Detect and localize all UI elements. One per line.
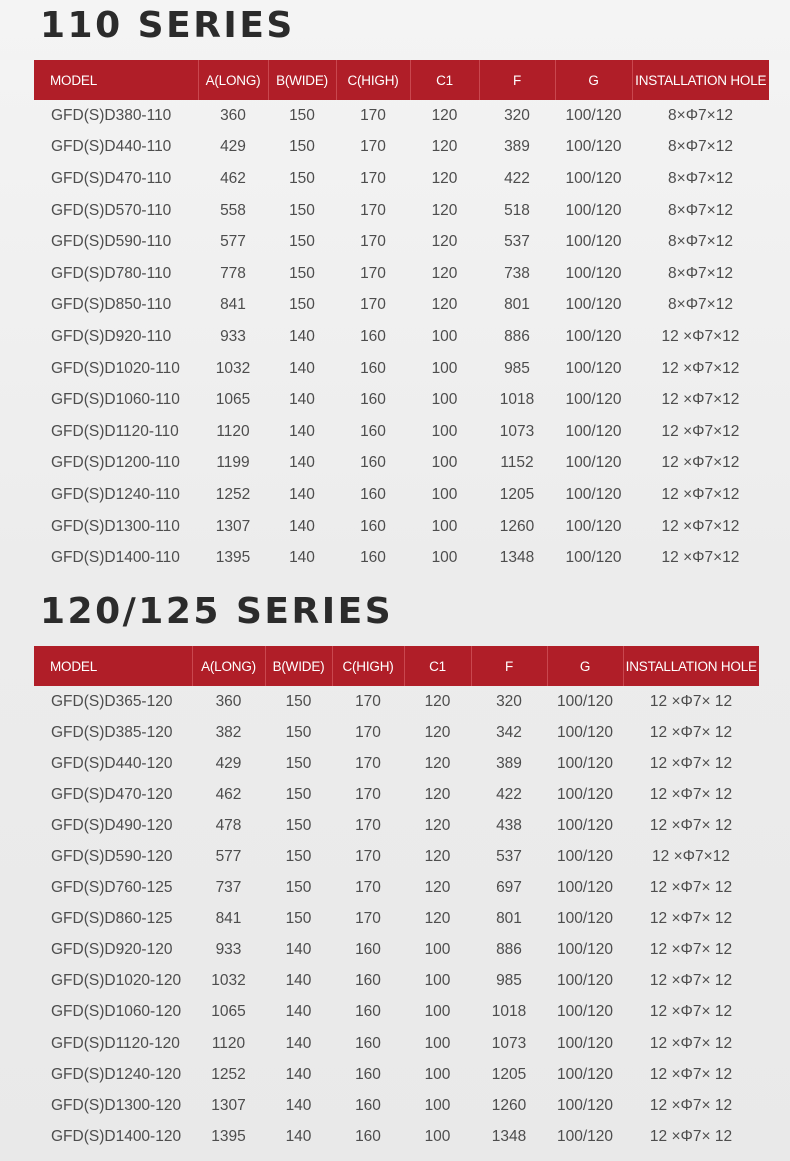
cell-b-wide: 140 xyxy=(285,1065,312,1083)
cell-g: 100/120 xyxy=(556,1096,614,1114)
cell-b-wide: 150 xyxy=(285,692,312,710)
cell-f: 537 xyxy=(504,233,530,251)
cell-model: GFD(S)D440-120 xyxy=(51,754,173,772)
cell-f: 1152 xyxy=(500,454,534,472)
cell-a-long: 1032 xyxy=(211,972,246,990)
cell-model: GFD(S)D1060-120 xyxy=(51,1003,182,1021)
column-header-g: G xyxy=(555,60,632,100)
table-row xyxy=(34,935,759,966)
cell-f: 1073 xyxy=(491,1034,527,1052)
column-header-f: F xyxy=(471,646,547,686)
cell-model: GFD(S)D1120-110 xyxy=(51,422,179,440)
cell-f: 389 xyxy=(504,138,530,156)
cell-model: GFD(S)D590-110 xyxy=(51,233,172,251)
cell-c-high: 170 xyxy=(360,201,386,219)
table-row xyxy=(34,511,769,543)
cell-a-long: 577 xyxy=(220,233,246,251)
cell-g: 100/120 xyxy=(565,454,622,472)
cell-b-wide: 140 xyxy=(289,454,315,472)
column-header-f: F xyxy=(479,60,555,100)
cell-b-wide: 140 xyxy=(285,1003,312,1021)
cell-model: GFD(S)D380-110 xyxy=(51,106,172,124)
cell-c-high: 170 xyxy=(355,785,381,803)
table-row xyxy=(34,686,759,717)
cell-f: 886 xyxy=(496,941,522,959)
cell-a-long: 462 xyxy=(215,785,242,803)
table-row xyxy=(34,132,769,164)
cell-b-wide: 140 xyxy=(289,549,315,567)
cell-b-wide: 150 xyxy=(285,879,312,897)
cell-b-wide: 150 xyxy=(289,296,315,314)
cell-c-high: 160 xyxy=(355,1096,381,1114)
cell-a-long: 933 xyxy=(220,327,246,345)
cell-b-wide: 150 xyxy=(285,723,312,741)
cell-installation-hole: 8×Φ7×12 xyxy=(668,233,733,251)
cell-f: 389 xyxy=(496,754,522,772)
cell-f: 697 xyxy=(496,879,522,897)
column-header-installation-hole: INSTALLATION HOLE xyxy=(623,646,759,686)
cell-a-long: 462 xyxy=(220,169,246,187)
cell-a-long: 382 xyxy=(215,723,242,741)
cell-c-high: 170 xyxy=(355,848,381,866)
cell-c-high: 170 xyxy=(360,106,386,124)
cell-model: GFD(S)D1240-120 xyxy=(51,1065,182,1083)
cell-c-high: 160 xyxy=(355,1065,381,1083)
cell-c1: 100 xyxy=(431,359,458,377)
cell-c-high: 160 xyxy=(360,454,386,472)
cell-model: GFD(S)D920-110 xyxy=(51,327,172,345)
column-header-model: MODEL xyxy=(34,646,192,686)
cell-b-wide: 150 xyxy=(285,910,312,928)
cell-g: 100/120 xyxy=(565,201,622,219)
cell-c1: 100 xyxy=(431,454,458,472)
cell-c-high: 170 xyxy=(360,296,386,314)
cell-installation-hole: 8×Φ7×12 xyxy=(668,169,733,187)
cell-a-long: 1307 xyxy=(211,1096,246,1114)
table-row xyxy=(34,841,759,872)
column-header-b-wide: B(WIDE) xyxy=(268,60,336,100)
cell-c1: 120 xyxy=(431,106,458,124)
cell-g: 100/120 xyxy=(556,972,614,990)
cell-f: 1260 xyxy=(499,517,535,535)
cell-g: 100/120 xyxy=(556,1003,614,1021)
cell-c-high: 170 xyxy=(355,879,381,897)
cell-g: 100/120 xyxy=(565,233,622,251)
spec-table-120-125 xyxy=(34,646,759,1152)
cell-model: GFD(S)D850-110 xyxy=(51,296,172,314)
column-header-a-long: A(LONG) xyxy=(198,60,268,100)
cell-a-long: 933 xyxy=(215,941,242,959)
cell-g: 100/120 xyxy=(565,138,622,156)
cell-model: GFD(S)D1300-120 xyxy=(51,1096,182,1114)
table-row xyxy=(34,321,769,353)
table-body xyxy=(34,686,759,1152)
cell-installation-hole: 12 ×Φ7× 12 xyxy=(649,785,733,803)
cell-installation-hole: 12 ×Φ7×12 xyxy=(661,517,740,535)
cell-b-wide: 150 xyxy=(289,233,315,251)
table-row xyxy=(34,195,769,227)
cell-f: 320 xyxy=(496,692,522,710)
table-row xyxy=(34,904,759,935)
column-header-b-wide: B(WIDE) xyxy=(265,646,332,686)
cell-f: 886 xyxy=(504,327,530,345)
cell-c-high: 160 xyxy=(360,549,386,567)
cell-b-wide: 140 xyxy=(289,517,315,535)
cell-c1: 120 xyxy=(431,264,458,282)
cell-installation-hole: 12 ×Φ7×12 xyxy=(661,454,740,472)
cell-g: 100/120 xyxy=(565,391,622,409)
cell-c-high: 170 xyxy=(355,723,381,741)
cell-model: GFD(S)D1060-110 xyxy=(51,391,180,409)
cell-installation-hole: 12 ×Φ7× 12 xyxy=(649,723,733,741)
cell-f: 320 xyxy=(504,106,530,124)
cell-g: 100/120 xyxy=(556,879,614,897)
cell-c-high: 170 xyxy=(355,816,381,834)
cell-f: 1348 xyxy=(499,549,535,567)
cell-c-high: 170 xyxy=(355,754,381,772)
table-row xyxy=(34,1121,759,1152)
cell-c-high: 160 xyxy=(360,359,386,377)
cell-g: 100/120 xyxy=(565,106,622,124)
table-row xyxy=(34,873,759,904)
cell-b-wide: 140 xyxy=(289,391,315,409)
table-row xyxy=(34,384,769,416)
cell-installation-hole: 12 ×Φ7× 12 xyxy=(649,1127,733,1145)
cell-installation-hole: 12 ×Φ7× 12 xyxy=(649,972,733,990)
cell-installation-hole: 12 ×Φ7×12 xyxy=(661,422,740,440)
cell-model: GFD(S)D1240-110 xyxy=(51,485,180,503)
cell-a-long: 577 xyxy=(215,848,242,866)
cell-b-wide: 150 xyxy=(285,848,312,866)
cell-c-high: 160 xyxy=(360,517,386,535)
cell-c1: 120 xyxy=(424,879,451,897)
cell-model: GFD(S)D490-120 xyxy=(51,816,173,834)
cell-installation-hole: 12 ×Φ7× 12 xyxy=(649,1034,733,1052)
header-row xyxy=(34,646,759,686)
cell-installation-hole: 12 ×Φ7× 12 xyxy=(649,1003,733,1021)
cell-b-wide: 150 xyxy=(285,754,312,772)
cell-c1: 120 xyxy=(424,785,451,803)
cell-installation-hole: 12 ×Φ7× 12 xyxy=(649,692,733,710)
cell-model: GFD(S)D1020-110 xyxy=(51,359,180,377)
cell-installation-hole: 12 ×Φ7×12 xyxy=(661,549,740,567)
cell-f: 1260 xyxy=(491,1096,527,1114)
cell-c1: 100 xyxy=(424,1003,451,1021)
series-title-120-125: 120/125 SERIES xyxy=(40,591,394,632)
table-row xyxy=(34,226,769,258)
cell-f: 1205 xyxy=(499,485,535,503)
cell-c1: 100 xyxy=(424,1065,451,1083)
cell-c1: 120 xyxy=(431,169,458,187)
cell-a-long: 841 xyxy=(215,910,242,928)
table-row xyxy=(34,717,759,748)
cell-installation-hole: 12 ×Φ7× 12 xyxy=(649,816,733,834)
cell-g: 100/120 xyxy=(556,1065,614,1083)
cell-model: GFD(S)D385-120 xyxy=(51,723,173,741)
cell-installation-hole: 12 ×Φ7× 12 xyxy=(649,879,733,897)
cell-c1: 100 xyxy=(424,1127,451,1145)
cell-a-long: 429 xyxy=(215,754,242,772)
cell-c1: 100 xyxy=(424,1096,451,1114)
cell-installation-hole: 8×Φ7×12 xyxy=(668,296,733,314)
cell-installation-hole: 12 ×Φ7×12 xyxy=(652,848,730,866)
cell-a-long: 1199 xyxy=(216,454,250,472)
cell-a-long: 841 xyxy=(220,296,246,314)
cell-g: 100/120 xyxy=(556,910,614,928)
cell-b-wide: 150 xyxy=(285,816,312,834)
cell-installation-hole: 8×Φ7×12 xyxy=(668,138,733,156)
cell-g: 100/120 xyxy=(565,359,622,377)
cell-g: 100/120 xyxy=(565,422,622,440)
cell-f: 342 xyxy=(496,723,522,741)
cell-a-long: 1252 xyxy=(211,1065,246,1083)
cell-c-high: 160 xyxy=(355,972,381,990)
cell-f: 518 xyxy=(504,201,530,219)
cell-model: GFD(S)D1200-110 xyxy=(51,454,180,472)
cell-model: GFD(S)D1020-120 xyxy=(51,972,182,990)
cell-model: GFD(S)D590-120 xyxy=(51,848,173,866)
cell-c-high: 170 xyxy=(360,264,386,282)
cell-installation-hole: 12 ×Φ7× 12 xyxy=(649,910,733,928)
cell-b-wide: 150 xyxy=(285,785,312,803)
cell-a-long: 360 xyxy=(220,106,246,124)
cell-model: GFD(S)D365-120 xyxy=(51,692,173,710)
table-row xyxy=(34,416,769,448)
column-header-a-long: A(LONG) xyxy=(192,646,265,686)
cell-c-high: 160 xyxy=(360,391,386,409)
cell-model: GFD(S)D920-120 xyxy=(51,941,173,959)
cell-f: 1018 xyxy=(491,1003,527,1021)
table-row xyxy=(34,1059,759,1090)
cell-c-high: 170 xyxy=(360,233,386,251)
table-header xyxy=(34,646,759,686)
cell-c1: 120 xyxy=(424,848,451,866)
cell-g: 100/120 xyxy=(565,296,622,314)
table-body xyxy=(34,100,769,574)
cell-a-long: 360 xyxy=(215,692,242,710)
cell-a-long: 1065 xyxy=(215,391,251,409)
cell-a-long: 1120 xyxy=(216,422,250,440)
cell-f: 422 xyxy=(496,785,522,803)
cell-g: 100/120 xyxy=(565,169,622,187)
cell-g: 100/120 xyxy=(556,723,614,741)
column-header-c1: C1 xyxy=(404,646,471,686)
cell-c1: 100 xyxy=(431,422,458,440)
table-row xyxy=(34,353,769,385)
cell-c1: 100 xyxy=(424,1034,451,1052)
cell-f: 801 xyxy=(496,910,522,928)
cell-installation-hole: 12 ×Φ7×12 xyxy=(661,485,740,503)
cell-a-long: 1120 xyxy=(211,1034,246,1052)
column-header-c-high: C(HIGH) xyxy=(332,646,404,686)
cell-g: 100/120 xyxy=(565,517,622,535)
cell-b-wide: 140 xyxy=(285,941,312,959)
cell-f: 438 xyxy=(496,816,522,834)
series-title-110: 110 SERIES xyxy=(40,5,295,46)
cell-c1: 120 xyxy=(424,910,451,928)
cell-installation-hole: 12 ×Φ7× 12 xyxy=(649,941,733,959)
cell-b-wide: 140 xyxy=(285,1096,312,1114)
cell-f: 1348 xyxy=(491,1127,527,1145)
cell-f: 537 xyxy=(496,848,522,866)
cell-model: GFD(S)D440-110 xyxy=(51,138,172,156)
cell-f: 738 xyxy=(504,264,530,282)
cell-c-high: 160 xyxy=(355,1127,381,1145)
cell-model: GFD(S)D470-110 xyxy=(51,169,172,187)
cell-c1: 120 xyxy=(431,201,458,219)
cell-model: GFD(S)D1400-120 xyxy=(51,1127,182,1145)
cell-g: 100/120 xyxy=(556,941,614,959)
cell-model: GFD(S)D1400-110 xyxy=(51,549,180,567)
cell-g: 100/120 xyxy=(556,1127,614,1145)
cell-g: 100/120 xyxy=(556,848,614,866)
cell-c1: 100 xyxy=(431,485,458,503)
cell-g: 100/120 xyxy=(556,785,614,803)
cell-b-wide: 140 xyxy=(285,972,312,990)
cell-installation-hole: 12 ×Φ7×12 xyxy=(661,359,740,377)
table-row xyxy=(34,258,769,290)
cell-c-high: 160 xyxy=(355,1003,381,1021)
cell-f: 1073 xyxy=(499,422,535,440)
cell-c-high: 160 xyxy=(355,941,381,959)
cell-b-wide: 140 xyxy=(289,327,315,345)
cell-c1: 100 xyxy=(431,549,458,567)
cell-model: GFD(S)D1300-110 xyxy=(51,517,180,535)
cell-f: 1018 xyxy=(499,391,535,409)
cell-installation-hole: 12 ×Φ7× 12 xyxy=(649,1096,733,1114)
column-header-installation-hole: INSTALLATION HOLE xyxy=(632,60,769,100)
cell-a-long: 1307 xyxy=(215,517,251,535)
cell-a-long: 429 xyxy=(220,138,246,156)
cell-a-long: 1065 xyxy=(211,1003,246,1021)
cell-b-wide: 140 xyxy=(289,359,315,377)
cell-model: GFD(S)D780-110 xyxy=(51,264,172,282)
cell-b-wide: 150 xyxy=(289,169,315,187)
cell-f: 985 xyxy=(496,972,522,990)
cell-b-wide: 140 xyxy=(289,422,315,440)
cell-g: 100/120 xyxy=(565,485,622,503)
cell-installation-hole: 8×Φ7×12 xyxy=(668,201,733,219)
cell-f: 1205 xyxy=(491,1065,527,1083)
cell-c-high: 160 xyxy=(360,327,386,345)
cell-c1: 100 xyxy=(424,941,451,959)
cell-c1: 120 xyxy=(424,723,451,741)
cell-model: GFD(S)D760-125 xyxy=(51,879,173,897)
table-row xyxy=(34,966,759,997)
table-header xyxy=(34,60,769,100)
cell-c-high: 160 xyxy=(360,485,386,503)
cell-a-long: 1032 xyxy=(215,359,251,377)
cell-a-long: 778 xyxy=(220,264,246,282)
cell-model: GFD(S)D470-120 xyxy=(51,785,173,803)
cell-b-wide: 150 xyxy=(289,201,315,219)
cell-a-long: 1252 xyxy=(215,485,251,503)
cell-b-wide: 140 xyxy=(285,1034,312,1052)
cell-f: 985 xyxy=(504,359,530,377)
table-row xyxy=(34,779,759,810)
cell-g: 100/120 xyxy=(556,816,614,834)
cell-installation-hole: 8×Φ7×12 xyxy=(668,264,733,282)
cell-c1: 120 xyxy=(424,816,451,834)
cell-a-long: 1395 xyxy=(215,549,251,567)
cell-b-wide: 140 xyxy=(285,1127,312,1145)
cell-g: 100/120 xyxy=(556,754,614,772)
column-header-c1: C1 xyxy=(410,60,479,100)
table-row xyxy=(34,810,759,841)
header-row xyxy=(34,60,769,100)
table-row xyxy=(34,479,769,511)
cell-c1: 120 xyxy=(431,138,458,156)
table-row xyxy=(34,290,769,322)
cell-g: 100/120 xyxy=(565,327,622,345)
cell-installation-hole: 12 ×Φ7× 12 xyxy=(649,1065,733,1083)
table-row xyxy=(34,1090,759,1121)
cell-c-high: 170 xyxy=(360,138,386,156)
cell-c1: 100 xyxy=(431,391,458,409)
cell-a-long: 558 xyxy=(220,201,246,219)
cell-installation-hole: 12 ×Φ7×12 xyxy=(661,327,740,345)
column-header-g: G xyxy=(547,646,623,686)
spec-table-110 xyxy=(34,60,769,574)
cell-c1: 120 xyxy=(431,233,458,251)
cell-a-long: 478 xyxy=(215,816,242,834)
cell-a-long: 1395 xyxy=(211,1127,246,1145)
cell-installation-hole: 12 ×Φ7× 12 xyxy=(649,754,733,772)
cell-c-high: 170 xyxy=(355,692,381,710)
cell-c-high: 160 xyxy=(360,422,386,440)
cell-f: 422 xyxy=(504,169,530,187)
cell-c1: 120 xyxy=(431,296,458,314)
cell-b-wide: 150 xyxy=(289,138,315,156)
cell-installation-hole: 12 ×Φ7×12 xyxy=(661,391,740,409)
cell-c1: 100 xyxy=(431,517,458,535)
cell-g: 100/120 xyxy=(556,692,614,710)
cell-c-high: 170 xyxy=(355,910,381,928)
cell-c1: 120 xyxy=(424,754,451,772)
cell-b-wide: 150 xyxy=(289,264,315,282)
table-row xyxy=(34,1028,759,1059)
cell-g: 100/120 xyxy=(556,1034,614,1052)
cell-c1: 100 xyxy=(431,327,458,345)
cell-g: 100/120 xyxy=(565,264,622,282)
cell-b-wide: 140 xyxy=(289,485,315,503)
table-row xyxy=(34,100,769,132)
table-row xyxy=(34,448,769,480)
cell-model: GFD(S)D1120-120 xyxy=(51,1034,180,1052)
cell-g: 100/120 xyxy=(565,549,622,567)
table-row xyxy=(34,542,769,574)
cell-c-high: 160 xyxy=(355,1034,381,1052)
cell-b-wide: 150 xyxy=(289,106,315,124)
table-row xyxy=(34,748,759,779)
cell-c1: 120 xyxy=(424,692,451,710)
table-row xyxy=(34,163,769,195)
table-row xyxy=(34,997,759,1028)
column-header-model: MODEL xyxy=(34,60,198,100)
cell-model: GFD(S)D570-110 xyxy=(51,201,172,219)
column-header-c-high: C(HIGH) xyxy=(336,60,410,100)
cell-installation-hole: 8×Φ7×12 xyxy=(668,106,733,124)
cell-c-high: 170 xyxy=(360,169,386,187)
cell-model: GFD(S)D860-125 xyxy=(51,910,173,928)
cell-c1: 100 xyxy=(424,972,451,990)
cell-a-long: 737 xyxy=(215,879,242,897)
cell-f: 801 xyxy=(504,296,530,314)
